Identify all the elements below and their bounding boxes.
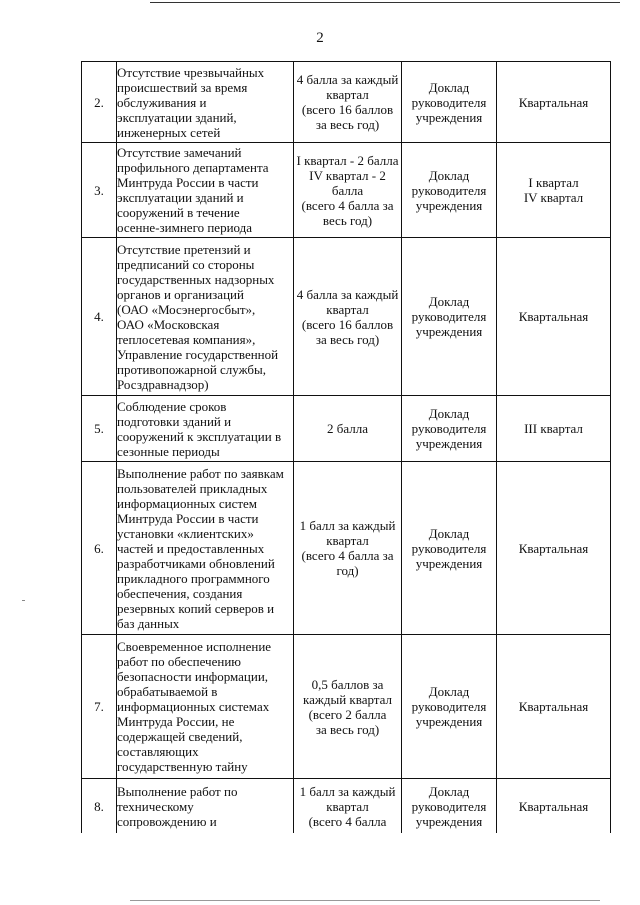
table-row: [82, 396, 611, 462]
table-row: [82, 238, 611, 396]
report-text: Доклад руководителя учреждения: [402, 143, 497, 238]
table-row: [82, 635, 611, 779]
top-rule: [150, 2, 620, 3]
score-text: 1 балл за каждый квартал (всего 4 балла за год): [294, 462, 402, 635]
row-number: 2.: [82, 62, 117, 143]
margin-mark: [22, 600, 25, 601]
period-text: Квартальная: [497, 779, 611, 834]
criterion-text: Выполнение работ по заявкам пользователей прикладных информационных систем Минтруда России в части установки «клиентских» частей и предоставленных разработчиками обновлений прикладного программного обеспечения, создания резервных копий серверов и баз данных: [117, 462, 294, 635]
score-text: I квартал - 2 балла IV квартал - 2 балла (всего 4 балла за весь год): [294, 143, 402, 238]
table-row: [82, 143, 611, 238]
report-text: Доклад руководителя учреждения: [402, 396, 497, 462]
criterion-text: Отсутствие чрезвычайных происшествий за время обслуживания и эксплуатации зданий, инженерных сетей: [117, 62, 294, 143]
criterion-text: Отсутствие замечаний профильного департамента Минтруда России в части эксплуатации зданий и сооружений в течение осенне-зимнего периода: [117, 143, 294, 238]
criterion-text: Выполнение работ по техническому сопровождению и: [117, 779, 294, 834]
table-row: [82, 779, 611, 834]
report-text: Доклад руководителя учреждения: [402, 635, 497, 779]
period-text: I квартал IV квартал: [497, 143, 611, 238]
page-number: 2: [316, 30, 324, 46]
report-text: Доклад руководителя учреждения: [402, 779, 497, 834]
row-number: 8.: [82, 779, 117, 834]
criteria-table: [81, 61, 611, 833]
score-text: 4 балла за каждый квартал (всего 16 баллов за весь год): [294, 238, 402, 396]
score-text: 2 балла: [294, 396, 402, 462]
report-text: Доклад руководителя учреждения: [402, 62, 497, 143]
period-text: Квартальная: [497, 238, 611, 396]
period-text: Квартальная: [497, 62, 611, 143]
row-number: 5.: [82, 396, 117, 462]
report-text: Доклад руководителя учреждения: [402, 238, 497, 396]
period-text: III квартал: [497, 396, 611, 462]
period-text: Квартальная: [497, 635, 611, 779]
row-number: 6.: [82, 462, 117, 635]
table-row: [82, 462, 611, 635]
row-number: 7.: [82, 635, 117, 779]
score-text: 0,5 баллов за каждый квартал (всего 2 балла за весь год): [294, 635, 402, 779]
bottom-rule: [130, 900, 600, 901]
criterion-text: Своевременное исполнение работ по обеспечению безопасности информации, обрабатываемой в информационных системах Минтруда России, не содержащей сведений, составляющих государственную тайну: [117, 635, 294, 779]
period-text: Квартальная: [497, 462, 611, 635]
row-number: 4.: [82, 238, 117, 396]
criterion-text: Соблюдение сроков подготовки зданий и сооружений к эксплуатации в сезонные периоды: [117, 396, 294, 462]
report-text: Доклад руководителя учреждения: [402, 462, 497, 635]
criterion-text: Отсутствие претензий и предписаний со стороны государственных надзорных органов и организаций (ОАО «Мосэнергосбыт», ОАО «Московская теплосетевая компания», Управление государственной противопожарной службы, Росздравнадзор): [117, 238, 294, 396]
score-text: 1 балл за каждый квартал (всего 4 балла: [294, 779, 402, 834]
table-row: [82, 62, 611, 143]
score-text: 4 балла за каждый квартал (всего 16 баллов за весь год): [294, 62, 402, 143]
row-number: 3.: [82, 143, 117, 238]
